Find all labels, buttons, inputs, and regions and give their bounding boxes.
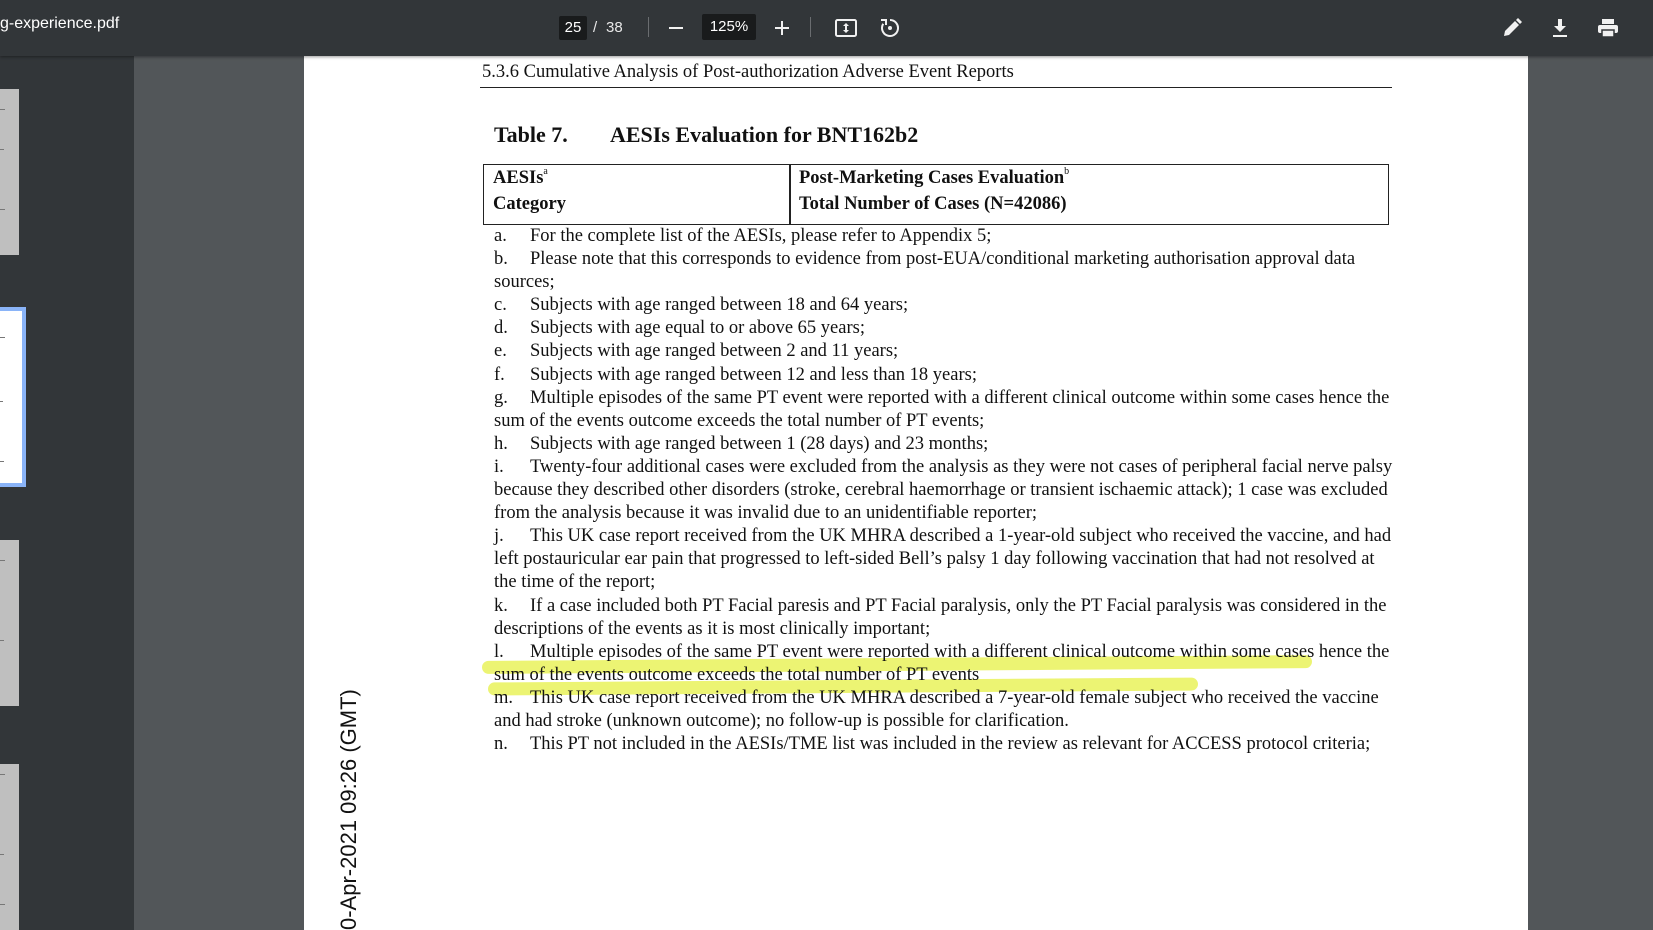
annotate-button[interactable]	[1496, 12, 1528, 44]
fit-page-icon	[835, 18, 857, 38]
page-thumbnail[interactable]	[0, 89, 19, 255]
footnote-g: g. Multiple episodes of the same PT event were reported with a different clinical outcome within some cases hence the sum of the events outcome exceeds the total number of PT events;	[494, 387, 1390, 431]
zoom-input[interactable]: 125%	[702, 14, 756, 40]
toolbar-divider	[648, 17, 649, 37]
plus-icon	[774, 20, 790, 36]
table-footnotes	[494, 225, 1394, 756]
table-title-text: AESIs Evaluation for BNT162b2	[610, 122, 919, 147]
page-thumbnail-current[interactable]	[0, 307, 26, 487]
footnote-d: d. Subjects with age equal to or above 65 years;	[494, 318, 865, 339]
total-pages: 38	[606, 19, 623, 36]
minus-icon	[668, 20, 684, 36]
footnote-m-highlighted: m. This UK case report received from the UK MHRA described a 7-year-old female subject who received the vaccine and had stroke (unknown outcome); no follow-up is possible for clarification.	[494, 687, 1379, 731]
page-separator: /	[593, 19, 598, 36]
zoom-in-button[interactable]	[766, 12, 798, 44]
table-header-total-cases: Total Number of Cases (N=42086)	[799, 194, 1067, 214]
footnote-b: b. Please note that this corresponds to evidence from post-EUA/conditional marketing authorisation approval data sources;	[494, 249, 1356, 293]
file-title: g-experience.pdf	[0, 15, 120, 32]
thumbnail-sidebar[interactable]	[0, 56, 134, 930]
footnote-l: l. Multiple episodes of the same PT event were reported with a different clinical outcome within some cases hence the sum of the events outcome exceeds the total number of PT events	[494, 641, 1390, 685]
toolbar-divider	[810, 17, 811, 37]
page-thumbnail[interactable]	[0, 764, 19, 930]
download-icon	[1551, 18, 1569, 38]
print-button[interactable]	[1592, 12, 1624, 44]
footnote-a: a. For the complete list of the AESIs, please refer to Appendix 5;	[494, 226, 992, 246]
pen-icon	[1502, 18, 1522, 38]
print-icon	[1597, 18, 1619, 38]
footnote-n: n. This PT not included in the AESIs/TME list was included in the review as relevant for ACCESS protocol criteria;	[494, 734, 1371, 755]
footnote-h: h. Subjects with age ranged between 1 (28 days) and 23 months;	[494, 433, 989, 454]
pdf-toolbar	[0, 0, 1653, 56]
page-number-input[interactable]: 25	[559, 16, 587, 40]
pdf-page	[304, 56, 1528, 930]
table-number: Table 7.	[494, 122, 568, 147]
footnote-f: f. Subjects with age ranged between 12 and less than 18 years;	[494, 364, 977, 385]
heading-rule	[480, 87, 1392, 88]
page-thumbnail[interactable]	[0, 540, 19, 706]
table-column-divider	[789, 165, 791, 224]
rotate-button[interactable]	[874, 12, 906, 44]
table-title	[494, 122, 918, 148]
footnote-k: k. If a case included both PT Facial paresis and PT Facial paralysis, only the PT Facial paralysis was considered in the descriptions of the events as it is most clinically important;	[494, 595, 1387, 639]
rotate-icon	[879, 17, 901, 39]
footnote-i: i. Twenty-four additional cases were excluded from the analysis as they were not cases of peripheral facial nerve palsy because they described other disorders (stroke, cerebral haemorrhage or transient ischaemic attack); 1 case was excluded from the analysis because it was invalid due to an unidentifiable reporter;	[494, 456, 1393, 524]
fit-to-page-button[interactable]	[830, 12, 862, 44]
margin-timestamp: 0-Apr-2021 09:26 (GMT)	[336, 689, 361, 930]
table-header-evaluation: Post-Marketing Cases Evaluation$^b$	[799, 166, 1070, 188]
footnote-e: e. Subjects with age ranged between 2 and 11 years;	[494, 341, 899, 362]
aesi-table	[483, 164, 1389, 225]
table-header-category: Category	[493, 194, 566, 214]
footnote-c: c. Subjects with age ranged between 18 and 64 years;	[494, 295, 909, 316]
table-header-aesis: AESIs$^a$	[493, 166, 548, 188]
footnote-j: j. This UK case report received from the UK MHRA described a 1-year-old subject who received the vaccine, and had left postauricular ear pain that progressed to left-sided Bell’s palsy 1 day following vaccination that had not resolved at the time of the report;	[494, 526, 1392, 593]
zoom-out-button[interactable]	[660, 12, 692, 44]
download-button[interactable]	[1544, 12, 1576, 44]
section-heading: 5.3.6 Cumulative Analysis of Post-authorization Adverse Event Reports	[482, 62, 1014, 82]
